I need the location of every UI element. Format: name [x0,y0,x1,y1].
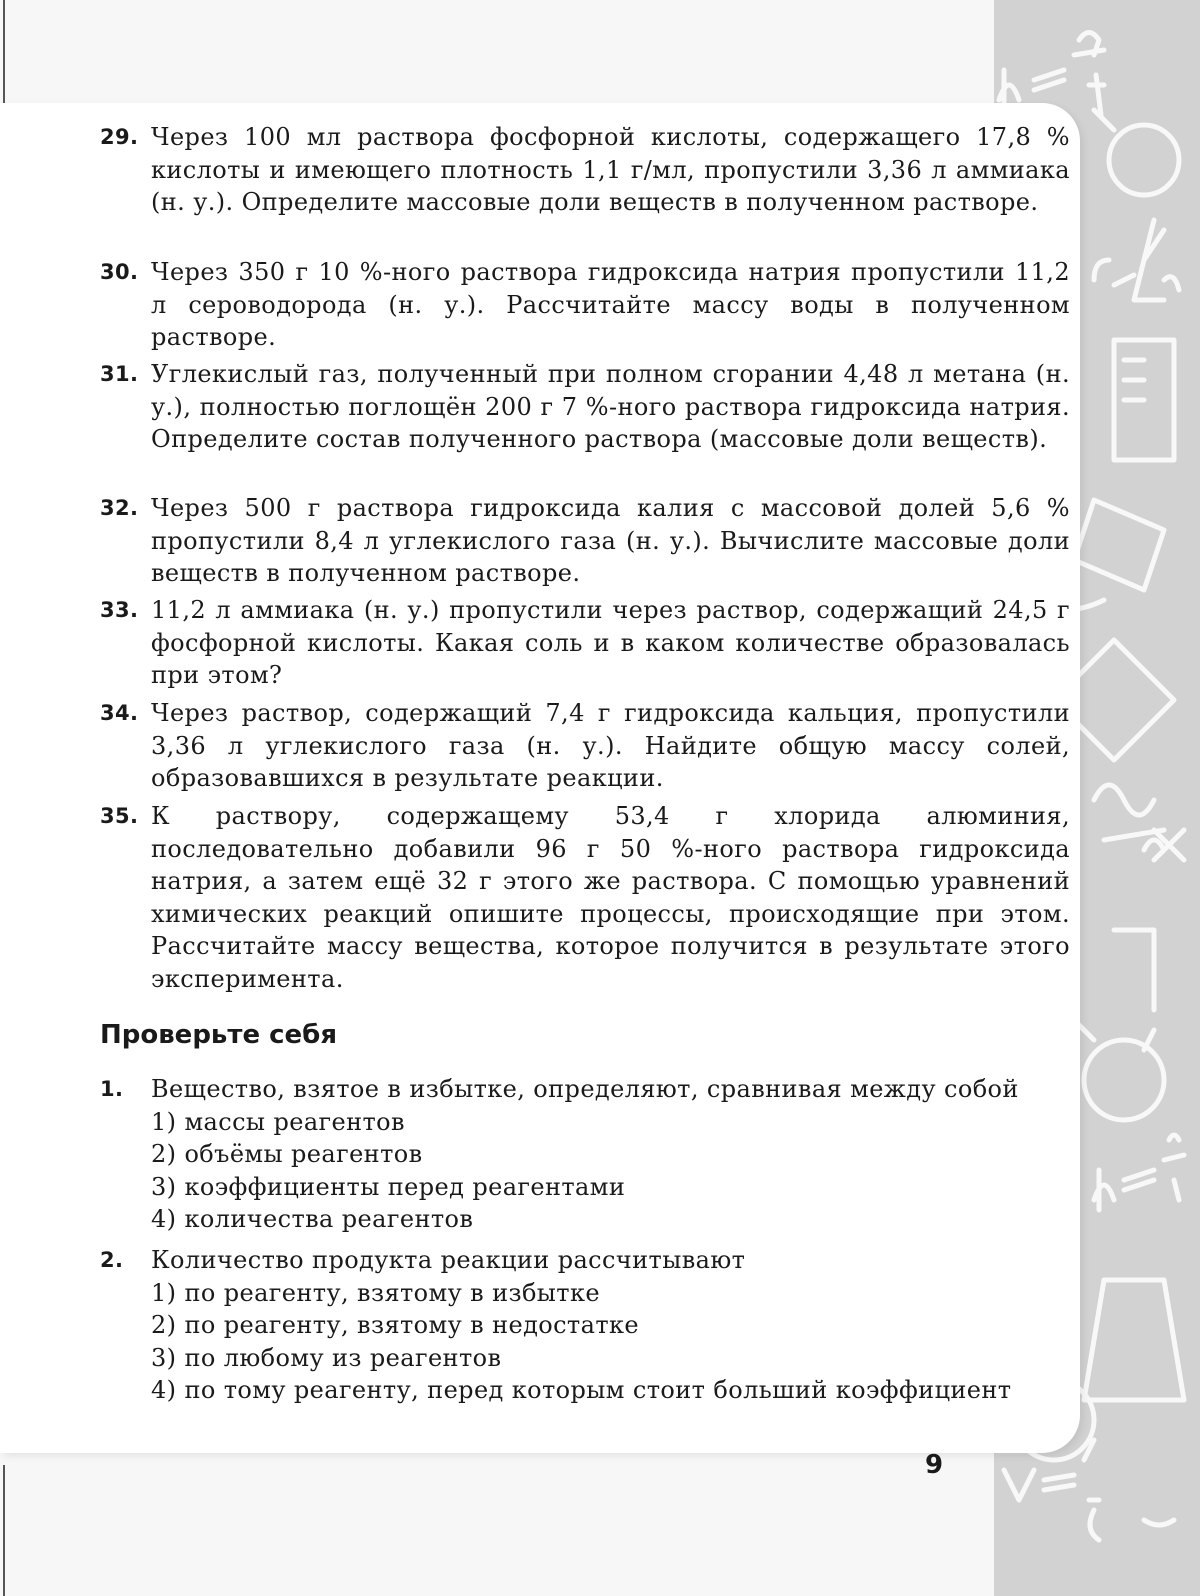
question-number: 2. [100,1248,124,1272]
problem-number: 32. [100,496,139,520]
answer-option: 1) массы реагентов [151,1107,405,1136]
problem-number: 29. [100,125,139,149]
problem-text: Углекислый газ, полученный при полном сгорании 4,48 л метана (н. у.), полностью поглощён 200 г 7 %-ного раствора гидроксида натрия. Определите состав полученного раствора (массовые доли веществ). [151,360,1070,453]
problem-34 [100,697,1070,795]
problem-number: 35. [100,804,139,828]
quiz-question-1 [100,1073,1070,1236]
problem-32 [100,492,1070,590]
question-text: Вещество, взятое в избытке, определяют, сравнивая между собой [151,1075,1019,1103]
problem-text: 11,2 л аммиака (н. у.) пропустили через раствор, содержащий 24,5 г фосфорной кислоты. Какая соль и в каком количестве образовалась при этом? [151,596,1070,689]
answer-option: 4) количества реагентов [151,1205,474,1233]
problem-text: Через раствор, содержащий 7,4 г гидроксида кальция, пропустили 3,36 л углекислого газа (н. у.). Найдите общую массу солей, образовавшихся в результате реакции. [151,699,1070,792]
question-text: Количество продукта реакции рассчитывают [151,1246,746,1274]
problem-text: Через 100 мл раствора фосфорной кислоты, содержащего 17,8 % кислоты и имеющего плотность 1,1 г/мл, пропустили 3,36 л аммиака (н. у.). Определите массовые доли веществ в полученном растворе. [151,123,1070,216]
problem-text: Через 500 г раствора гидроксида калия с массовой долей 5,6 % пропустили 8,4 л углекислого газа (н. у.). Вычислите массовые доли веществ в полученном растворе. [151,494,1070,587]
answer-option: 1) по реагенту, взятому в избытке [151,1278,600,1307]
left-margin-rule [3,0,5,120]
problem-number: 30. [100,260,139,284]
problem-text: Через 350 г 10 %-ного раствора гидроксида натрия пропустили 11,2 л сероводорода (н. у.). Рассчитайте массу воды в полученном растворе. [151,258,1070,351]
problem-29 [100,121,1070,219]
problem-33 [100,594,1070,692]
problem-text: К раствору, содержащему 53,4 г хлорида алюминия, последовательно добавили 96 г 50 %-ного раствора гидроксида натрия, а затем ещё 32 г этого же раствора. С помощью уравнений химических реакций опишите процессы, происходящие при этом. Рассчитайте массу вещества, которое получится в результате этого эксперимента. [151,802,1070,993]
answer-option: 4) по тому реагенту, перед которым стоит больший коэффициент [151,1376,1012,1404]
quiz-question-2 [100,1244,1070,1407]
problem-31 [100,358,1070,456]
left-margin-rule [3,1465,5,1596]
answer-option: 2) объёмы реагентов [151,1140,423,1168]
problem-30 [100,256,1070,354]
problem-number: 33. [100,598,139,622]
problem-number: 31. [100,362,139,386]
problem-number: 34. [100,701,139,725]
page-number: 9 [925,1450,944,1480]
answer-option: 3) коэффициенты перед реагентами [151,1172,626,1201]
question-number: 1. [100,1077,124,1101]
problem-35 [100,800,1070,995]
answer-option: 3) по любому из реагентов [151,1343,502,1372]
section-title: Проверьте себя [100,1020,338,1050]
answer-option: 2) по реагенту, взятому в недостатке [151,1311,640,1339]
